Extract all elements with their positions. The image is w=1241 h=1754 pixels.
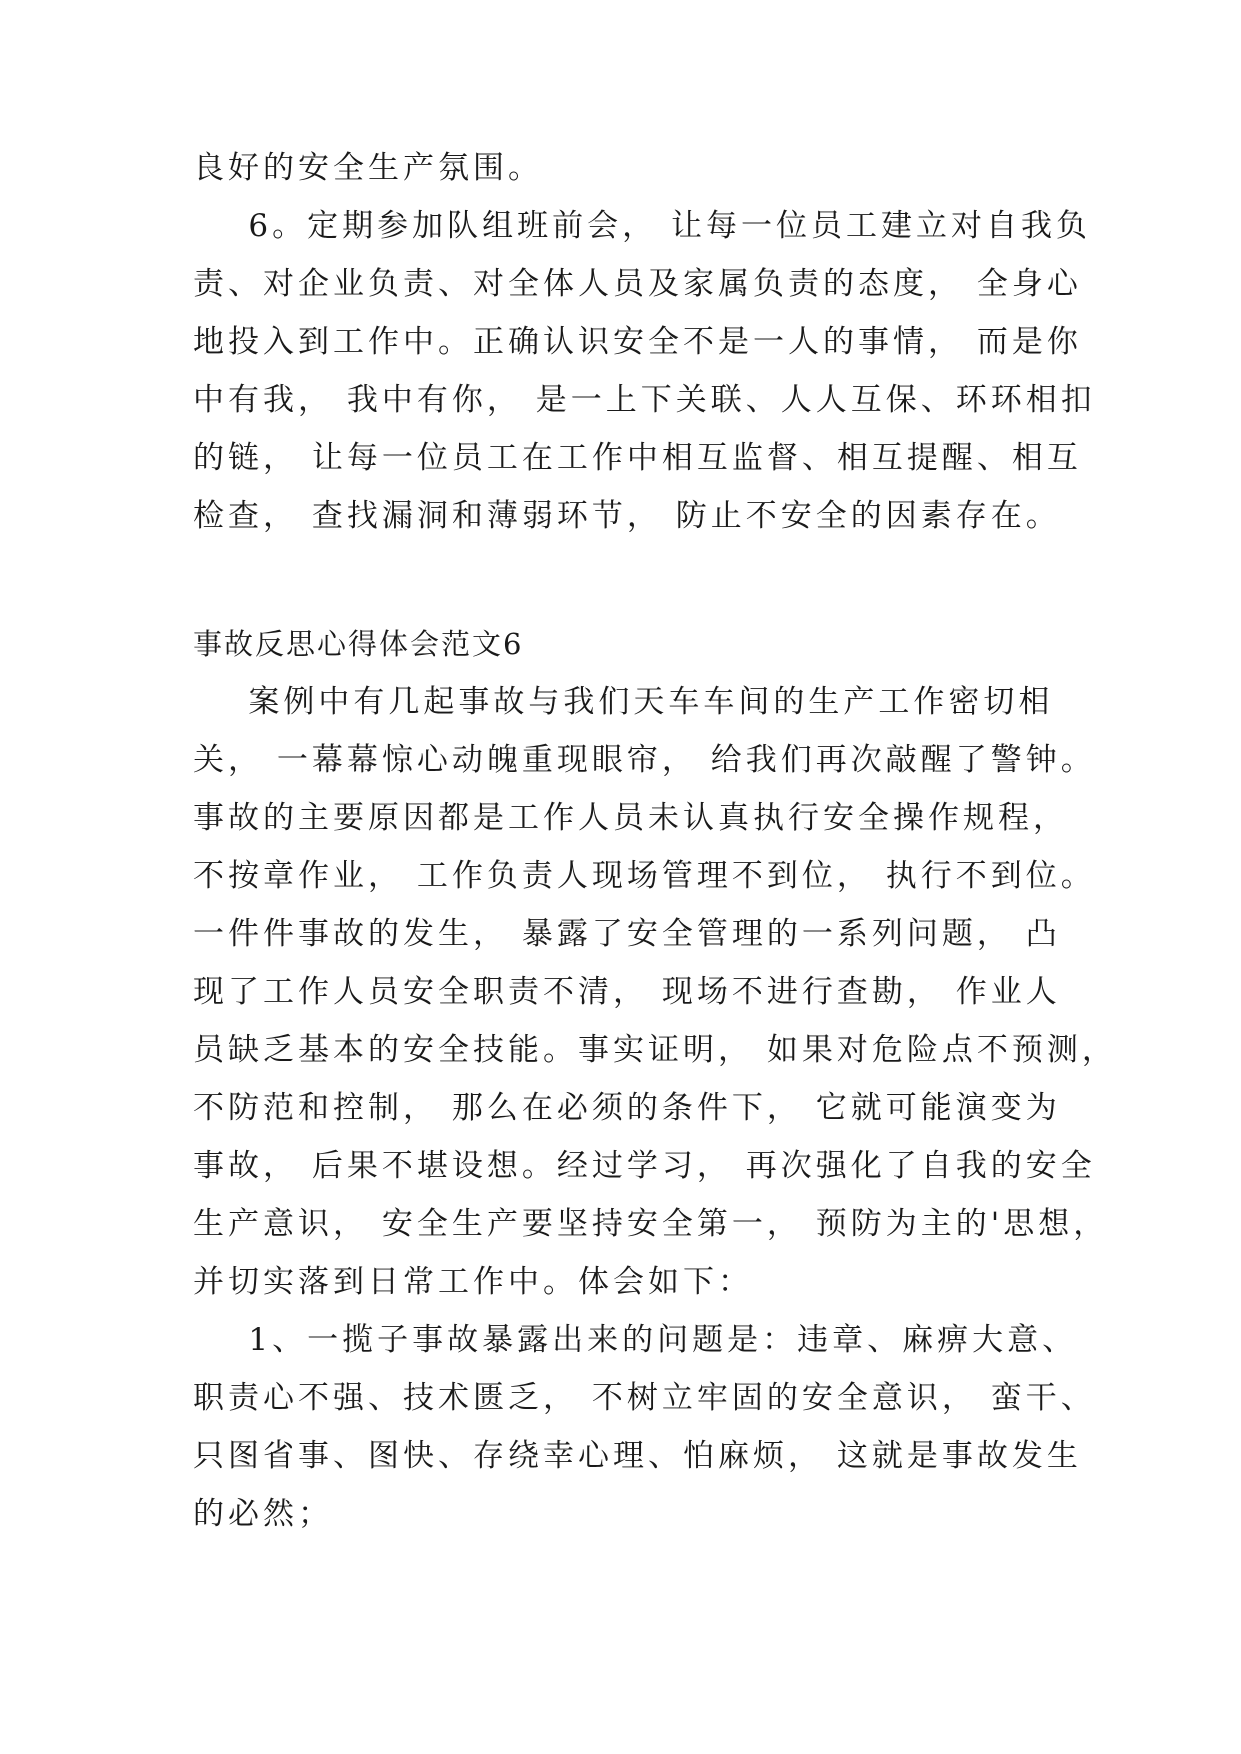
paragraph-line: 6。定期参加队组班前会， 让每一位员工建立对自我负 [193, 208, 1091, 244]
paragraph-line: 的链， 让每一位员工在工作中相互监督、相互提醒、相互 [193, 440, 1082, 476]
paragraph-line: 1、一揽子事故暴露出来的问题是：违章、麻痹大意、 [193, 1322, 1078, 1358]
paragraph-line: 地投入到工作中。正确认识安全不是一人的事情， 而是你 [193, 324, 1082, 360]
paragraph-line: 事故， 后果不堪设想。经过学习， 再次强化了自我的安全 [193, 1148, 1096, 1184]
paragraph-line: 的必然； [193, 1496, 333, 1532]
paragraph-line: 良好的安全生产氛围。 [193, 150, 543, 186]
paragraph-line: 并切实落到日常工作中。体会如下： [193, 1264, 753, 1300]
paragraph-line: 中有我， 我中有你， 是一上下关联、人人互保、环环相扣 [193, 382, 1096, 418]
paragraph-line: 一件件事故的发生， 暴露了安全管理的一系列问题， 凸 [193, 916, 1061, 952]
paragraph-line: 案例中有几起事故与我们天车车间的生产工作密切相 [193, 684, 1054, 720]
paragraph-line: 只图省事、图快、存绕幸心理、怕麻烦， 这就是事故发生 [193, 1438, 1082, 1474]
paragraph-line: 检查， 查找漏洞和薄弱环节， 防止不安全的因素存在。 [193, 498, 1061, 534]
paragraph-line: 关， 一幕幕惊心动魄重现眼帘， 给我们再次敲醒了警钟。 [193, 742, 1096, 778]
paragraph-line: 责、对企业负责、对全体人员及家属负责的态度， 全身心 [193, 266, 1082, 302]
paragraph-line: 不防范和控制， 那么在必须的条件下， 它就可能演变为 [193, 1090, 1061, 1126]
section-heading: 事故反思心得体会范文6 [193, 627, 524, 661]
paragraph-line: 不按章作业， 工作负责人现场管理不到位， 执行不到位。 [193, 858, 1096, 894]
paragraph-line: 现了工作人员安全职责不清， 现场不进行查勘， 作业人 [193, 974, 1061, 1010]
paragraph-line: 事故的主要原因都是工作人员未认真执行安全操作规程， [193, 800, 1068, 836]
paragraph-line: 生产意识， 安全生产要坚持安全第一， 预防为主的'思想， [193, 1206, 1109, 1242]
paragraph-line: 职责心不强、技术匮乏， 不树立牢固的安全意识， 蛮干、 [193, 1380, 1096, 1416]
paragraph-line: 员缺乏基本的安全技能。事实证明， 如果对危险点不预测， [193, 1032, 1117, 1068]
